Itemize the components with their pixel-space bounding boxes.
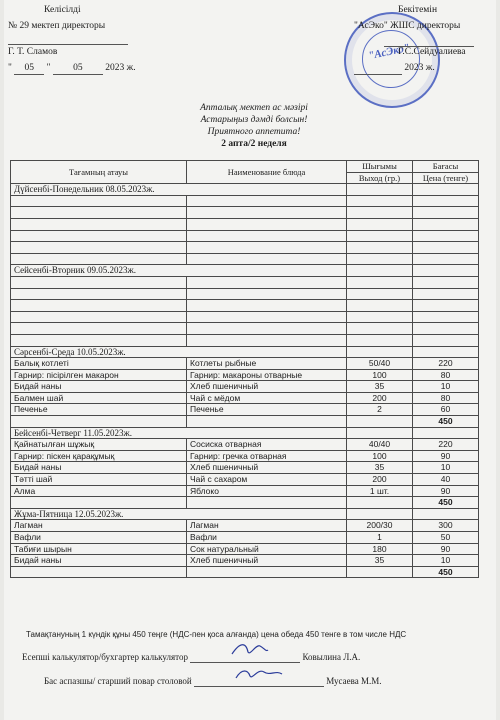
total-row xyxy=(11,566,479,578)
table-row xyxy=(11,392,479,404)
day-header-row xyxy=(11,508,479,520)
col-header-kz: Тағамның атауы xyxy=(11,161,187,184)
approval-left-title: Келісілді xyxy=(44,5,81,15)
day-header-row xyxy=(11,184,479,196)
dish-name-ru: Яблоко xyxy=(187,485,347,497)
dish-name-kz: Гарнир: пісірілген макарон xyxy=(11,369,187,381)
dish-output: 200 xyxy=(347,392,413,404)
dish-name-kz xyxy=(11,207,187,219)
dish-name-ru: Сок натуральный xyxy=(187,543,347,555)
table-row xyxy=(11,555,479,567)
dish-output xyxy=(347,300,413,312)
dish-output xyxy=(347,253,413,265)
dish-name-ru: Лагман xyxy=(187,520,347,532)
day-header: Сейсенбі-Вторник 09.05.2023ж. xyxy=(11,265,347,277)
dish-price xyxy=(413,288,479,300)
dish-output xyxy=(347,230,413,242)
dish-name-ru xyxy=(187,323,347,335)
stamp-text: "АсЭко" xyxy=(367,41,411,63)
total-empty xyxy=(187,416,347,428)
day-header-empty xyxy=(413,508,479,520)
dish-name-kz xyxy=(11,334,187,346)
dish-name-kz: Табиғи шырын xyxy=(11,543,187,555)
dish-name-kz xyxy=(11,288,187,300)
dish-name-kz: Балмен шай xyxy=(11,392,187,404)
day-header-empty xyxy=(347,346,413,358)
dish-name-kz: Бидай наны xyxy=(11,381,187,393)
approval-right-date: 2023 ж. xyxy=(354,62,435,75)
dish-output xyxy=(347,276,413,288)
day-header-empty xyxy=(347,427,413,439)
col-header-ru: Наименование блюда xyxy=(187,161,347,184)
total-empty xyxy=(11,566,187,578)
day-header-empty xyxy=(413,346,479,358)
day-header: Дүйсенбі-Понедельник 08.05.2023ж. xyxy=(11,184,347,196)
dish-output: 35 xyxy=(347,555,413,567)
dish-name-ru xyxy=(187,300,347,312)
col-header-output-kz: Шығымы xyxy=(347,161,413,173)
day-header-row xyxy=(11,346,479,358)
dish-name-kz xyxy=(11,242,187,254)
dish-name-kz: Бидай наны xyxy=(11,462,187,474)
dish-output: 100 xyxy=(347,450,413,462)
day-header: Жұма-Пятница 12.05.2023ж. xyxy=(11,508,347,520)
accountant-line: Есепші калькулятор/бухгартер калькулятор Ковылина Л.А. xyxy=(22,652,360,663)
dish-output: 180 xyxy=(347,543,413,555)
dish-price: 10 xyxy=(413,555,479,567)
dish-output xyxy=(347,334,413,346)
dish-name-ru: Чай с мёдом xyxy=(187,392,347,404)
total-row xyxy=(11,497,479,509)
signature-icon xyxy=(234,666,284,684)
table-row xyxy=(11,439,479,451)
dish-price: 220 xyxy=(413,358,479,370)
dish-name-ru xyxy=(187,230,347,242)
dish-output xyxy=(347,242,413,254)
dish-name-kz xyxy=(11,218,187,230)
total-empty xyxy=(347,566,413,578)
total-row xyxy=(11,416,479,428)
dish-name-ru: Гарнир: макароны отварные xyxy=(187,369,347,381)
dish-name-ru xyxy=(187,276,347,288)
title-line-1: Апталық мектеп ас мәзірі xyxy=(200,103,308,113)
dish-price xyxy=(413,207,479,219)
dish-name-kz: Вафли xyxy=(11,532,187,544)
dish-output xyxy=(347,323,413,335)
dish-output xyxy=(347,207,413,219)
dish-price: 40 xyxy=(413,474,479,486)
dish-name-ru xyxy=(187,311,347,323)
day-header-empty xyxy=(413,427,479,439)
dish-output xyxy=(347,311,413,323)
day-header-empty xyxy=(413,265,479,277)
table-row xyxy=(11,242,479,254)
dish-name-kz: Бидай наны xyxy=(11,555,187,567)
dish-name-kz xyxy=(11,323,187,335)
dish-name-ru xyxy=(187,207,347,219)
dish-price: 90 xyxy=(413,485,479,497)
table-row xyxy=(11,334,479,346)
table-row xyxy=(11,323,479,335)
approval-left-position: № 29 мектеп директоры xyxy=(8,21,106,31)
dish-price: 80 xyxy=(413,369,479,381)
signature-icon xyxy=(230,640,270,658)
footer-note: Тамақтануның 1 күндік құны 450 теңге (НДС-пен қоса алғанда) цена обеда 450 тенге в том числе НДС xyxy=(26,630,407,639)
week-label: 2 апта/2 неделя xyxy=(221,139,287,149)
dish-output xyxy=(347,288,413,300)
dish-output: 1 xyxy=(347,532,413,544)
approval-left-name: Г. Т. Сламов xyxy=(8,47,58,57)
dish-output: 1 шт. xyxy=(347,485,413,497)
col-header-price-ru: Цена (тенге) xyxy=(413,172,479,184)
dish-name-ru xyxy=(187,242,347,254)
table-row xyxy=(11,253,479,265)
total-empty xyxy=(11,497,187,509)
dish-price xyxy=(413,334,479,346)
dish-price: 90 xyxy=(413,450,479,462)
dish-name-kz xyxy=(11,195,187,207)
dish-name-kz xyxy=(11,276,187,288)
day-header-empty xyxy=(347,184,413,196)
day-header: Сәрсенбі-Среда 10.05.2023ж. xyxy=(11,346,347,358)
table-row xyxy=(11,230,479,242)
dish-name-ru: Сосиска отварная xyxy=(187,439,347,451)
menu-table xyxy=(10,160,479,578)
total-empty xyxy=(347,416,413,428)
dish-output: 200/30 xyxy=(347,520,413,532)
approval-right-title: Бекітемін xyxy=(398,5,438,15)
table-row xyxy=(11,532,479,544)
menu-body xyxy=(11,184,479,578)
day-header-row xyxy=(11,265,479,277)
table-row xyxy=(11,369,479,381)
dish-name-ru xyxy=(187,253,347,265)
table-row xyxy=(11,276,479,288)
day-header-empty xyxy=(347,508,413,520)
dish-name-ru xyxy=(187,288,347,300)
dish-name-kz: Балық котлеті xyxy=(11,358,187,370)
dish-output: 2 xyxy=(347,404,413,416)
total-empty xyxy=(347,497,413,509)
day-header-row xyxy=(11,427,479,439)
dish-name-kz: Гарнир: піскен қарақұмық xyxy=(11,450,187,462)
dish-name-ru: Котлеты рыбные xyxy=(187,358,347,370)
dish-name-kz xyxy=(11,230,187,242)
table-row xyxy=(11,288,479,300)
table-row xyxy=(11,543,479,555)
dish-price xyxy=(413,195,479,207)
title-line-2: Астарыңыз дәмді болсын! xyxy=(200,115,308,125)
total-empty xyxy=(187,497,347,509)
dish-output: 35 xyxy=(347,381,413,393)
total-value: 450 xyxy=(413,497,479,509)
dish-price xyxy=(413,311,479,323)
dish-price: 10 xyxy=(413,381,479,393)
table-row xyxy=(11,311,479,323)
dish-name-kz xyxy=(11,253,187,265)
table-row xyxy=(11,485,479,497)
dish-name-kz: Лагман xyxy=(11,520,187,532)
menu-document xyxy=(4,0,496,720)
day-header: Бейсенбі-Четверг 11.05.2023ж. xyxy=(11,427,347,439)
table-row xyxy=(11,474,479,486)
dish-output xyxy=(347,195,413,207)
approval-left-date: " 05 " 05 2023 ж. xyxy=(8,63,136,73)
total-value: 450 xyxy=(413,566,479,578)
dish-name-kz: Тәтті шай xyxy=(11,474,187,486)
dish-name-ru: Хлеб пшеничный xyxy=(187,462,347,474)
table-row xyxy=(11,300,479,312)
dish-name-ru: Гарнир: гречка отварная xyxy=(187,450,347,462)
total-empty xyxy=(11,416,187,428)
dish-price xyxy=(413,253,479,265)
dish-price xyxy=(413,276,479,288)
day-header-empty xyxy=(347,265,413,277)
title-line-3: Приятного аппетита! xyxy=(207,127,301,137)
table-row xyxy=(11,195,479,207)
dish-name-kz xyxy=(11,311,187,323)
dish-price xyxy=(413,323,479,335)
dish-price: 300 xyxy=(413,520,479,532)
dish-output: 200 xyxy=(347,474,413,486)
signature-line xyxy=(8,44,128,45)
table-row xyxy=(11,381,479,393)
col-header-price-kz: Бағасы xyxy=(413,161,479,173)
table-row xyxy=(11,462,479,474)
dish-output xyxy=(347,218,413,230)
approval-right-position: "АсЭко" ЖШС директоры xyxy=(354,21,461,31)
dish-output: 35 xyxy=(347,462,413,474)
dish-output: 40/40 xyxy=(347,439,413,451)
dish-price xyxy=(413,300,479,312)
dish-price xyxy=(413,242,479,254)
table-row xyxy=(11,358,479,370)
dish-price: 50 xyxy=(413,532,479,544)
table-row xyxy=(11,520,479,532)
table-row xyxy=(11,218,479,230)
dish-name-ru xyxy=(187,195,347,207)
dish-price: 10 xyxy=(413,462,479,474)
table-row xyxy=(11,207,479,219)
dish-price: 90 xyxy=(413,543,479,555)
dish-output: 100 xyxy=(347,369,413,381)
cook-line: Бас аспазшы/ старший повар столовой Мусаева М.М. xyxy=(44,676,381,687)
dish-name-kz: Печенье xyxy=(11,404,187,416)
table-row xyxy=(11,404,479,416)
dish-name-kz xyxy=(11,300,187,312)
dish-name-kz: Қайнатылған шұжық xyxy=(11,439,187,451)
total-value: 450 xyxy=(413,416,479,428)
dish-name-ru: Хлеб пшеничный xyxy=(187,381,347,393)
dish-price: 220 xyxy=(413,439,479,451)
dish-name-ru: Печенье xyxy=(187,404,347,416)
dish-price xyxy=(413,230,479,242)
dish-name-ru xyxy=(187,334,347,346)
dish-price xyxy=(413,218,479,230)
dish-name-ru: Вафли xyxy=(187,532,347,544)
col-header-output-ru: Выход (гр.) xyxy=(347,172,413,184)
dish-price: 80 xyxy=(413,392,479,404)
total-empty xyxy=(187,566,347,578)
dish-name-kz: Алма xyxy=(11,485,187,497)
dish-price: 60 xyxy=(413,404,479,416)
dish-name-ru: Хлеб пшеничный xyxy=(187,555,347,567)
approval-right-name: Г.С.Сейдуалиева xyxy=(398,47,466,57)
dish-name-ru: Чай с сахаром xyxy=(187,474,347,486)
dish-name-ru xyxy=(187,218,347,230)
dish-output: 50/40 xyxy=(347,358,413,370)
day-header-empty xyxy=(413,184,479,196)
table-row xyxy=(11,450,479,462)
